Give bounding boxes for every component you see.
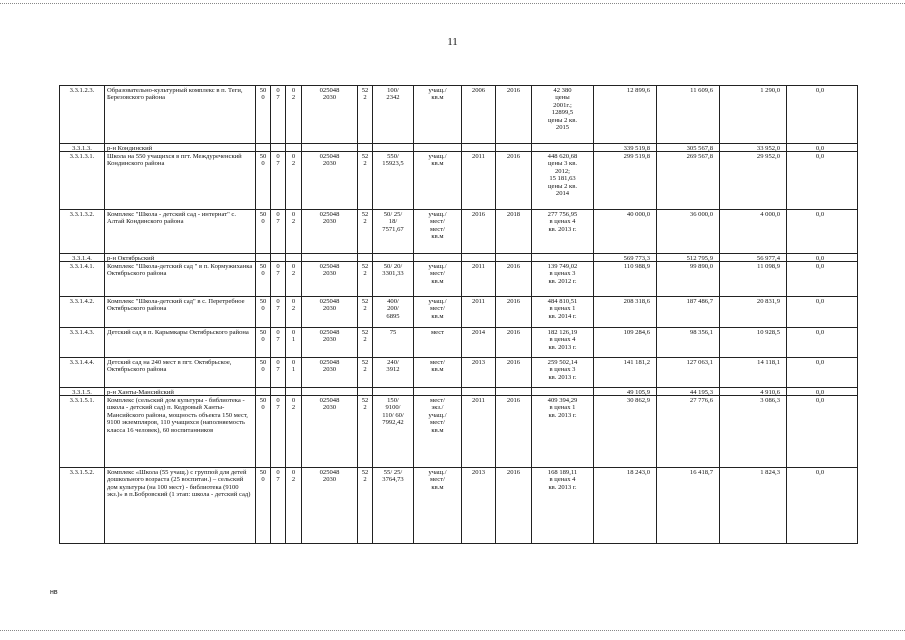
- cell-other-sources: 0,0: [786, 357, 858, 387]
- cell-other-sources: 0,0: [786, 261, 858, 296]
- cell-code-a: 50 0: [255, 151, 270, 209]
- cell-code-b: [270, 143, 285, 151]
- cell-other-sources: 0,0: [786, 209, 858, 253]
- cell-code-c: 0 1: [285, 327, 301, 357]
- cell-code-e: [357, 253, 372, 261]
- cell-code-d: 025048 2030: [301, 395, 357, 467]
- scan-edge-bottom: [0, 630, 905, 631]
- cell-code-d: 025048 2030: [301, 327, 357, 357]
- cell-item-number: 3.3.1.5.2.: [59, 467, 104, 543]
- cell-district-budget: 27 776,6: [656, 395, 719, 467]
- cell-unit: учащ./ мест/ мест/ кв.м: [413, 209, 461, 253]
- cell-unit: [413, 253, 461, 261]
- cell-total-amount: 339 519,8: [593, 143, 656, 151]
- cell-code-e: 52 2: [357, 395, 372, 467]
- cell-item-number: 3.3.1.3.: [59, 143, 104, 151]
- cell-unit: [413, 387, 461, 395]
- cell-capacity: 50/ 25/ 18/ 7571,67: [372, 209, 413, 253]
- cell-total-amount: 109 284,6: [593, 327, 656, 357]
- cell-code-e: 52 2: [357, 151, 372, 209]
- cell-code-e: 52 2: [357, 209, 372, 253]
- cell-code-a: 50 0: [255, 357, 270, 387]
- cell-code-d: [301, 387, 357, 395]
- cell-total-amount: 30 862,9: [593, 395, 656, 467]
- cell-total-amount: 12 899,6: [593, 85, 656, 143]
- table-bottom-border: [59, 543, 858, 544]
- cell-estimated-cost: 448 620,68 цены 3 кв. 2012; 15 181,63 цены 2 кв. 2014: [531, 151, 593, 209]
- cell-object-name: р-н Кондинский: [104, 143, 255, 151]
- cell-total-amount: 569 773,3: [593, 253, 656, 261]
- cell-end-year: 2016: [495, 395, 531, 467]
- cell-total-amount: 208 318,6: [593, 296, 656, 327]
- cell-code-e: 52 2: [357, 327, 372, 357]
- cell-estimated-cost: 168 189,11 в ценах 4 кв. 2013 г.: [531, 467, 593, 543]
- cell-unit: учащ./ кв.м: [413, 85, 461, 143]
- cell-other-sources: 0,0: [786, 467, 858, 543]
- cell-object-name: Детский сад на 240 мест в пгт. Октябрьское, Октябрьского района: [104, 357, 255, 387]
- cell-district-budget: 44 195,3: [656, 387, 719, 395]
- cell-code-c: [285, 143, 301, 151]
- scan-edge-top: [0, 3, 905, 4]
- cell-item-number: 3.3.1.5.1.: [59, 395, 104, 467]
- cell-municipal-budget: 11 098,9: [719, 261, 786, 296]
- cell-object-name: Комплекс "Школа-детский сад " в п. Кормужиханка Октябрьского района: [104, 261, 255, 296]
- cell-code-c: 0 2: [285, 85, 301, 143]
- cell-code-d: [301, 143, 357, 151]
- cell-code-c: 0 2: [285, 467, 301, 543]
- cell-code-d: 025048 2030: [301, 357, 357, 387]
- cell-municipal-budget: 3 086,3: [719, 395, 786, 467]
- cell-district-budget: 512 795,9: [656, 253, 719, 261]
- cell-capacity: 100/ 2342: [372, 85, 413, 143]
- cell-district-budget: 187 486,7: [656, 296, 719, 327]
- cell-unit: учащ./ мест/ кв.м: [413, 296, 461, 327]
- cell-total-amount: 40 000,0: [593, 209, 656, 253]
- cell-code-a: [255, 387, 270, 395]
- cell-code-c: 0 2: [285, 261, 301, 296]
- cell-district-budget: 305 567,8: [656, 143, 719, 151]
- cell-item-number: 3.3.1.4.4.: [59, 357, 104, 387]
- cell-code-b: 0 7: [270, 327, 285, 357]
- cell-object-name: Комплекс (сельский дом культуры - библиотека - школа - детский сад) п. Кедровый Ханты-Мансийского района, мощность объекта 150 мест, 9100 экземпляров, 110 учащихся (наполняемость класса 16 человек), 60 воспитанников: [104, 395, 255, 467]
- cell-code-e: [357, 143, 372, 151]
- cell-municipal-budget: 4 910,6: [719, 387, 786, 395]
- page-number: 11: [447, 36, 458, 48]
- cell-end-year: 2018: [495, 209, 531, 253]
- cell-code-d: 025048 2030: [301, 467, 357, 543]
- cell-municipal-budget: 33 952,0: [719, 143, 786, 151]
- cell-capacity: 50/ 20/ 3301,33: [372, 261, 413, 296]
- cell-code-c: [285, 253, 301, 261]
- cell-other-sources: 0,0: [786, 253, 858, 261]
- cell-district-budget: 269 567,8: [656, 151, 719, 209]
- cell-item-number: 3.3.1.4.3.: [59, 327, 104, 357]
- cell-code-b: 0 7: [270, 209, 285, 253]
- cell-total-amount: 49 105,9: [593, 387, 656, 395]
- cell-other-sources: 0,0: [786, 85, 858, 143]
- cell-code-e: 52 2: [357, 467, 372, 543]
- cell-code-d: 025048 2030: [301, 151, 357, 209]
- cell-estimated-cost: 42 380 цены 2001г.; 12899,5 цены 2 кв. 2015: [531, 85, 593, 143]
- footer-mark: нв: [50, 589, 58, 596]
- cell-object-name: Школа на 550 учащихся в пгт. Междуреченский Кондинского района: [104, 151, 255, 209]
- cell-code-d: 025048 2030: [301, 296, 357, 327]
- cell-estimated-cost: [531, 253, 593, 261]
- cell-estimated-cost: [531, 143, 593, 151]
- cell-code-a: [255, 253, 270, 261]
- cell-start-year: 2011: [461, 261, 495, 296]
- cell-unit: мест/ экз./ учащ./ мест/ кв.м: [413, 395, 461, 467]
- cell-code-e: 52 2: [357, 261, 372, 296]
- cell-capacity: [372, 387, 413, 395]
- cell-capacity: [372, 143, 413, 151]
- cell-item-number: 3.3.1.5.: [59, 387, 104, 395]
- cell-code-d: [301, 253, 357, 261]
- cell-code-c: [285, 387, 301, 395]
- cell-start-year: 2011: [461, 395, 495, 467]
- cell-start-year: 2006: [461, 85, 495, 143]
- cell-code-b: 0 7: [270, 395, 285, 467]
- cell-end-year: [495, 253, 531, 261]
- cell-code-a: 50 0: [255, 467, 270, 543]
- cell-code-e: 52 2: [357, 296, 372, 327]
- cell-code-b: 0 7: [270, 296, 285, 327]
- cell-start-year: 2014: [461, 327, 495, 357]
- cell-capacity: 75: [372, 327, 413, 357]
- cell-code-a: 50 0: [255, 395, 270, 467]
- cell-code-a: 50 0: [255, 327, 270, 357]
- cell-start-year: 2011: [461, 296, 495, 327]
- cell-object-name: Комплекс "Школа - детский сад - интернат" с. Алтай Кондинского района: [104, 209, 255, 253]
- cell-code-a: 50 0: [255, 261, 270, 296]
- cell-unit: учащ./ мест/ кв.м: [413, 467, 461, 543]
- cell-district-budget: 16 418,7: [656, 467, 719, 543]
- cell-object-name: Комплекс "Школа-детский сад" в с. Перетребное Октябрьского района: [104, 296, 255, 327]
- cell-municipal-budget: 10 928,5: [719, 327, 786, 357]
- cell-code-c: 0 2: [285, 296, 301, 327]
- cell-municipal-budget: 29 952,0: [719, 151, 786, 209]
- cell-district-budget: 11 609,6: [656, 85, 719, 143]
- cell-other-sources: 0,0: [786, 327, 858, 357]
- cell-object-name: р-н Ханты-Мансийский: [104, 387, 255, 395]
- cell-total-amount: 110 988,9: [593, 261, 656, 296]
- cell-end-year: 2016: [495, 151, 531, 209]
- cell-estimated-cost: 182 126,19 в ценах 4 кв. 2013 г.: [531, 327, 593, 357]
- cell-item-number: 3.3.1.4.1.: [59, 261, 104, 296]
- cell-code-b: [270, 387, 285, 395]
- cell-end-year: 2016: [495, 467, 531, 543]
- cell-code-a: 50 0: [255, 209, 270, 253]
- cell-item-number: 3.3.1.4.2.: [59, 296, 104, 327]
- cell-capacity: 55/ 25/ 3764,73: [372, 467, 413, 543]
- cell-code-a: 50 0: [255, 296, 270, 327]
- cell-end-year: 2016: [495, 261, 531, 296]
- cell-start-year: 2013: [461, 467, 495, 543]
- cell-municipal-budget: 1 824,3: [719, 467, 786, 543]
- cell-total-amount: 299 519,8: [593, 151, 656, 209]
- cell-code-d: 025048 2030: [301, 85, 357, 143]
- cell-other-sources: 0,0: [786, 387, 858, 395]
- cell-object-name: р-н Октябрьский: [104, 253, 255, 261]
- cell-code-e: [357, 387, 372, 395]
- cell-code-a: [255, 143, 270, 151]
- cell-start-year: 2013: [461, 357, 495, 387]
- cell-estimated-cost: 409 394,29 в ценах 1 кв. 2013 г.: [531, 395, 593, 467]
- cell-estimated-cost: 484 810,51 в ценах 1 кв. 2014 г.: [531, 296, 593, 327]
- cell-code-e: 52 2: [357, 357, 372, 387]
- cell-start-year: 2016: [461, 209, 495, 253]
- cell-unit: мест/ кв.м: [413, 357, 461, 387]
- cell-start-year: 2011: [461, 151, 495, 209]
- cell-unit: мест: [413, 327, 461, 357]
- cell-code-b: [270, 253, 285, 261]
- cell-other-sources: 0,0: [786, 395, 858, 467]
- cell-item-number: 3.3.1.4.: [59, 253, 104, 261]
- cell-item-number: 3.3.1.2.3.: [59, 85, 104, 143]
- cell-item-number: 3.3.1.3.2.: [59, 209, 104, 253]
- cell-capacity: 400/ 200/ 6895: [372, 296, 413, 327]
- cell-object-name: Детский сад в п. Карымкары Октябрьского района: [104, 327, 255, 357]
- cell-estimated-cost: 259 502,14 в ценах 3 кв. 2013 г.: [531, 357, 593, 387]
- cell-code-e: 52 2: [357, 85, 372, 143]
- cell-capacity: 550/ 15923,5: [372, 151, 413, 209]
- cell-capacity: 240/ 3912: [372, 357, 413, 387]
- cell-end-year: 2016: [495, 296, 531, 327]
- cell-other-sources: 0,0: [786, 151, 858, 209]
- cell-district-budget: 127 063,1: [656, 357, 719, 387]
- cell-estimated-cost: 139 749,02 в ценах 3 кв. 2012 г.: [531, 261, 593, 296]
- cell-code-a: 50 0: [255, 85, 270, 143]
- cell-district-budget: 99 890,0: [656, 261, 719, 296]
- cell-code-c: 0 2: [285, 209, 301, 253]
- cell-district-budget: 98 356,1: [656, 327, 719, 357]
- cell-municipal-budget: 1 290,0: [719, 85, 786, 143]
- cell-total-amount: 141 181,2: [593, 357, 656, 387]
- cell-object-name: Образовательно-культурный комплекс в п. Теги, Березовского района: [104, 85, 255, 143]
- cell-other-sources: 0,0: [786, 143, 858, 151]
- cell-municipal-budget: 14 118,1: [719, 357, 786, 387]
- cell-end-year: 2016: [495, 357, 531, 387]
- cell-capacity: 150/ 9100/ 110/ 60/ 7992,42: [372, 395, 413, 467]
- cell-code-d: 025048 2030: [301, 209, 357, 253]
- cell-district-budget: 36 000,0: [656, 209, 719, 253]
- cell-municipal-budget: 4 000,0: [719, 209, 786, 253]
- cell-total-amount: 18 243,0: [593, 467, 656, 543]
- cell-code-b: 0 7: [270, 85, 285, 143]
- cell-other-sources: 0,0: [786, 296, 858, 327]
- cell-object-name: Комплекс «Школа (55 учащ.) с группой для детей дошкольного возраста (25 воспитан.) – сельский дом культуры (на 100 мест) - библиотека (9100 экз.)» в п.Бобровский (1 этап: школа - детский сад): [104, 467, 255, 543]
- cell-item-number: 3.3.1.3.1.: [59, 151, 104, 209]
- cell-unit: учащ./ кв.м: [413, 151, 461, 209]
- cell-unit: учащ./ мест/ кв.м: [413, 261, 461, 296]
- cell-start-year: [461, 143, 495, 151]
- cell-code-c: 0 2: [285, 395, 301, 467]
- cell-unit: [413, 143, 461, 151]
- cell-estimated-cost: [531, 387, 593, 395]
- cell-end-year: 2016: [495, 85, 531, 143]
- cell-municipal-budget: 56 977,4: [719, 253, 786, 261]
- cell-end-year: [495, 143, 531, 151]
- cell-end-year: [495, 387, 531, 395]
- cell-code-b: 0 7: [270, 357, 285, 387]
- cell-code-b: 0 7: [270, 467, 285, 543]
- cell-code-c: 0 2: [285, 151, 301, 209]
- cell-municipal-budget: 20 831,9: [719, 296, 786, 327]
- cell-end-year: 2016: [495, 327, 531, 357]
- cell-capacity: [372, 253, 413, 261]
- cell-code-b: 0 7: [270, 151, 285, 209]
- cell-code-d: 025048 2030: [301, 261, 357, 296]
- cell-estimated-cost: 277 756,95 в ценах 4 кв. 2013 г.: [531, 209, 593, 253]
- cell-start-year: [461, 253, 495, 261]
- cell-code-c: 0 1: [285, 357, 301, 387]
- cell-code-b: 0 7: [270, 261, 285, 296]
- cell-start-year: [461, 387, 495, 395]
